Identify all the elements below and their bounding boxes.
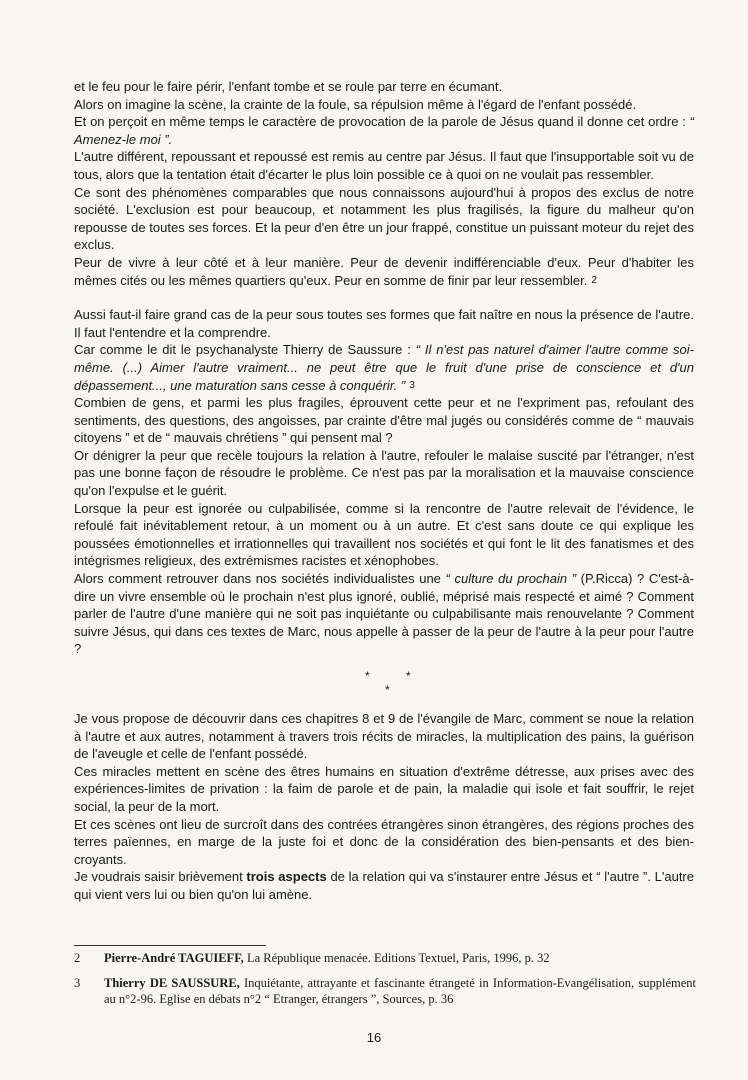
paragraph: Je vous propose de découvrir dans ces chapitres 8 et 9 de l'évangile de Marc, comment se noue la relation à l'autre et aux autres, notamment à travers trois récits de miracles, la multiplication des pains, la guérison de l'aveugle et celle de l'enfant possédé.	[74, 711, 694, 762]
paragraph	[74, 868, 694, 903]
quote: “ Il n'est pas naturel d'aimer l'autre comme soi-même. (...) Aimer l'autre vraiment... ne peut être que le fruit d'une prise de conscience et d'un dépassement..., une maturation sans cesse à conquérir. ”	[74, 342, 694, 393]
footnote-ref: 3	[409, 379, 415, 391]
paragraph	[74, 113, 694, 148]
asterisk: *	[365, 669, 370, 683]
text-run: de la relation qui va s'instaurer entre Jésus et “ l'autre ”. L'autre qui vient vers lui ou bien qu'on lui amène.	[74, 869, 694, 902]
text-run: Alors comment retrouver dans nos sociétés individualistes une	[74, 571, 446, 587]
asterisk: *	[385, 683, 390, 697]
footnote-text: La République menacée. Editions Textuel, Paris, 1996, p. 32	[243, 951, 550, 965]
text-run: Et on perçoit en même temps le caractère de provocation de la parole de Jésus quand il donne cet ordre :	[74, 114, 690, 130]
text-run: (P.Ricca) ? C'est-à-dire un vivre ensemble où le prochain n'est plus ignoré, oublié, méprisé mais respecté et aimé ? Comment parler de l'autre d'une manière qui ne soit pas inquiétante ou culpabilisante mais renouvelante ? Comment suivre Jésus, qui dans ces textes de Marc, nous appelle à passer de la peur de l'autre à la peur pour l'autre ?	[74, 571, 694, 657]
main-text	[74, 78, 694, 904]
emphasis: trois aspects	[246, 869, 327, 885]
paragraph: L'autre différent, repoussant et repoussé est remis au centre par Jésus. Il faut que l'insupportable soit vu de tous, alors que la tentation était d'écarter le plus loin possible ce à quoi on ne voulait pas ressembler.	[74, 149, 694, 182]
paragraph: et le feu pour le faire périr, l'enfant tombe et se roule par terre en écumant.	[74, 79, 503, 94]
paragraph: Ces miracles mettent en scène des êtres humains en situation d'extrême détresse, aux prises avec des expériences-limites de privation : la faim de parole et de pain, la maladie qui isole et fait souffrir, le rejet social, la peur de la mort.	[74, 763, 694, 814]
paragraph	[74, 341, 694, 394]
paragraph: Or dénigrer la peur que recèle toujours la relation à l'autre, refouler le malaise suscité par l'étranger, n'est pas une bonne façon de résoudre le problème. Ce n'est pas par la moralisation et la mauvaise conscience qu'on l'expulse et le guérit.	[74, 447, 694, 499]
quote: “ Amenez-le moi ”.	[74, 114, 694, 147]
footnote-text: Inquiétante, attrayante et fascinante étrangeté in Information-Evangélisation, supplément au n°2-96. Eglise en débats n°2 “ Etranger, étrangers ”, Sources, p. 36	[104, 976, 696, 1006]
footnote-author: Thierry DE SAUSSURE,	[104, 976, 240, 990]
paragraph: Alors on imagine la scène, la crainte de la foule, sa répulsion même à l'égard de l'enfant possédé.	[74, 96, 637, 112]
paragraph: Combien de gens, et parmi les plus fragiles, éprouvent cette peur et ne l'expriment pas, refoulant des sentiments, des questions, des angoisses, par crainte d'être mal jugés ou considérés comme de “ mauvais citoyens ” et de “ mauvais chrétiens ” qui pensent mal ?	[74, 395, 694, 446]
paragraph: Lorsque la peur est ignorée ou culpabilisée, comme si la rencontre de l'autre relevait de l'évidence, le refoulé fait inévitablement retour, à un moment ou à un autre. Et c'est sans doute ce qui explique les poussées émotionnelles et irrationnelles qui travaillent nos sociétés et qui font le lit des fanatismes et des intégrismes religieux, des extrémismes racistes et xénophobes.	[74, 500, 694, 569]
text-run: Peur de vivre à leur côté et à leur manière. Peur de devenir indifférenciable d'eux. Peur d'habiter les mêmes cités ou les mêmes quartiers qu'eux. Peur en somme de finir par leur ressembler.	[74, 254, 694, 288]
footnote-author: Pierre-André TAGUIEFF,	[104, 951, 244, 965]
footnote-ref: 2	[591, 274, 597, 286]
paragraph	[74, 254, 694, 289]
footnote-rule	[74, 945, 266, 946]
spacer	[74, 289, 694, 306]
footnotes	[74, 950, 696, 1016]
section-separator	[74, 666, 694, 702]
paragraph: Ce sont des phénomènes comparables que nous connaissons aujourd'hui à propos des exclus de notre société. L'exclusion est pour beaucoup, et notamment les plus fragilisés, la figure du malheur qu'on repousse de toutes ses forces. Et la peur d'en être un jour frappé, constitue un puissant moteur du rejet des exclus.	[74, 184, 694, 253]
paragraph: Et ces scènes ont lieu de surcroît dans des contrées étrangères sinon étrangères, des régions proches des terres païennes, en marge de la juste foi et donc de la considération des bien-pensants et des bien-croyants.	[74, 816, 694, 867]
footnote	[74, 975, 696, 1007]
paragraph	[74, 570, 694, 658]
quote: “ culture du prochain ”	[445, 571, 577, 587]
spacer	[74, 702, 694, 710]
paragraph: Aussi faut-il faire grand cas de la peur sous toutes ses formes que fait naître en nous la présence de l'autre. Il faut l'entendre et la comprendre.	[74, 307, 694, 340]
text-run: Car comme le dit le psychanalyste Thierry de Saussure :	[74, 342, 416, 358]
footnote-number: 2	[74, 951, 81, 965]
footnote-number: 3	[74, 976, 81, 990]
page-number: 16	[366, 1030, 382, 1045]
asterisk: *	[406, 669, 411, 683]
footnote	[74, 950, 696, 966]
text-run: Je voudrais saisir brièvement	[74, 869, 247, 885]
